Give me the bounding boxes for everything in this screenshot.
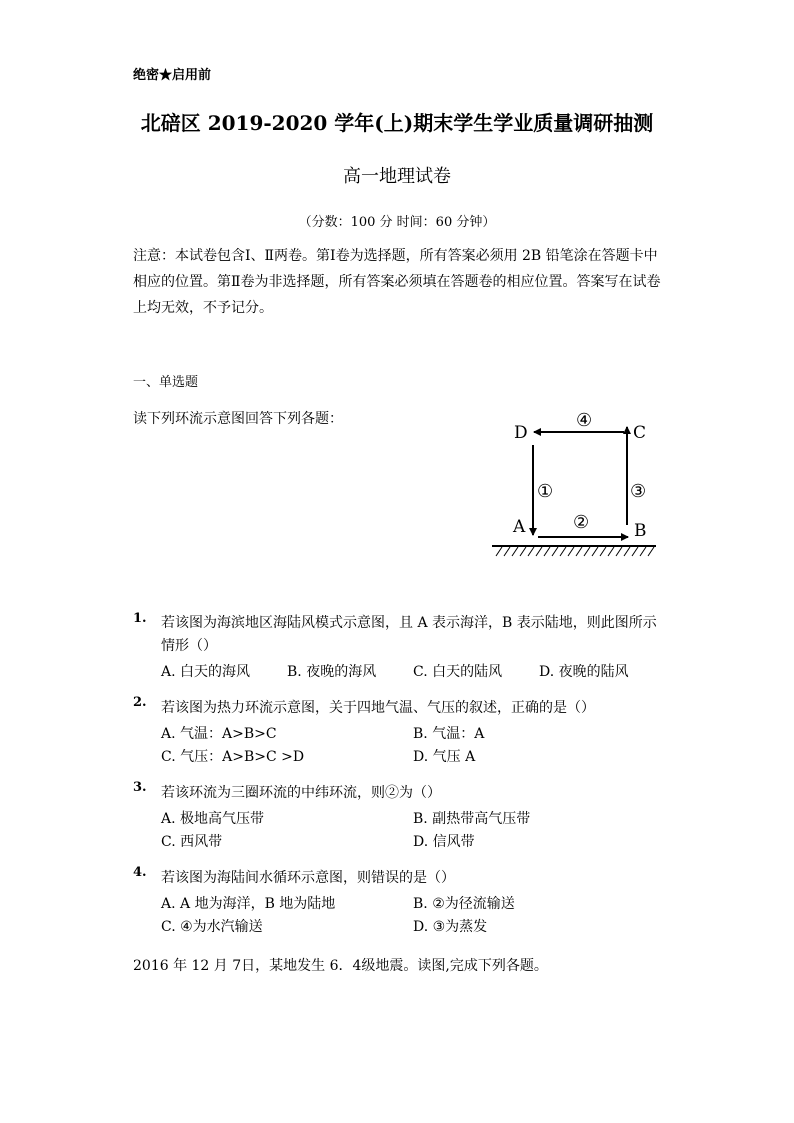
section-heading: 一、单选题 [133, 375, 199, 390]
question-text: 若该环流为三圈环流的中纬环流，则②为（） [161, 785, 441, 801]
question-number: 4. [133, 865, 147, 880]
option-a: A. 白天的海风 [161, 664, 251, 680]
question-number: 2. [133, 695, 147, 710]
option-b: B. ②为径流输送 [413, 896, 515, 912]
option-d: D. 信风带 [413, 834, 475, 850]
question-text: 若该图为热力环流示意图，关于四地气温、气压的叙述，正确的是（） [161, 700, 595, 716]
question-group-intro: 读下列环流示意图回答下列各题： [133, 411, 343, 427]
exam-subtitle: 高一地理试卷 [343, 166, 451, 187]
question-text: 若该图为海滨地区海陆风模式示意图，且 A 表示海洋，B 表示陆地，则此图所示情形（） [161, 615, 657, 654]
exam-title: 北碚区 2019-2020 学年(上)期末学生学业质量调研抽测 [140, 111, 654, 135]
confidential-mark: 绝密★启用前 [133, 68, 212, 83]
next-question-group-intro: 2016 年 12 月 7日，某地发生 6．4级地震。读图,完成下列各题。 [133, 958, 548, 974]
option-b: B. 气温：A [413, 726, 485, 742]
arrow-label-2: ② [573, 512, 590, 533]
option-b: B. 夜晚的海风 [287, 664, 377, 680]
question-number: 3. [133, 780, 147, 795]
point-label-d: D [514, 423, 528, 443]
option-c: C. ④为水汽输送 [161, 919, 263, 935]
option-a: A. A 地为海洋，B 地为陆地 [161, 896, 336, 912]
point-label-a: A [513, 517, 526, 537]
ground-hatching [496, 547, 654, 556]
option-d: D. 气压 A [413, 749, 476, 765]
option-b: B. 副热带高气压带 [413, 811, 531, 827]
option-a: A. 气温：A>B>C [161, 726, 277, 742]
score-time-info: （分数：100 分 时间：60 分钟） [298, 215, 496, 230]
option-c: C. 白天的陆风 [413, 664, 503, 680]
instructions-note: 注意：本试卷包含Ⅰ、Ⅱ两卷。第Ⅰ卷为选择题，所有答案必须用 2B 铅笔涂在答题卡中相应的位置。第Ⅱ卷为非选择题，所有答案必须填在答题卷的相应位置。答案写在试卷上均无效，不予记分。 [133, 248, 661, 316]
option-c: C. 气压：A>B>C >D [161, 749, 305, 765]
question-number: 1. [133, 611, 147, 626]
point-label-b: B [634, 521, 647, 541]
option-c: C. 西风带 [161, 834, 223, 850]
option-d: D. 夜晚的陆风 [539, 664, 629, 680]
point-label-c: C [633, 423, 647, 443]
arrow-label-3: ③ [630, 481, 647, 502]
question-text: 若该图为海陆间水循环示意图，则错误的是（） [161, 870, 455, 886]
option-d: D. ③为蒸发 [413, 919, 488, 935]
option-a: A. 极地高气压带 [161, 811, 265, 827]
circulation-diagram [488, 405, 660, 565]
arrow-label-1: ① [537, 481, 554, 502]
arrow-label-4: ④ [576, 410, 593, 431]
